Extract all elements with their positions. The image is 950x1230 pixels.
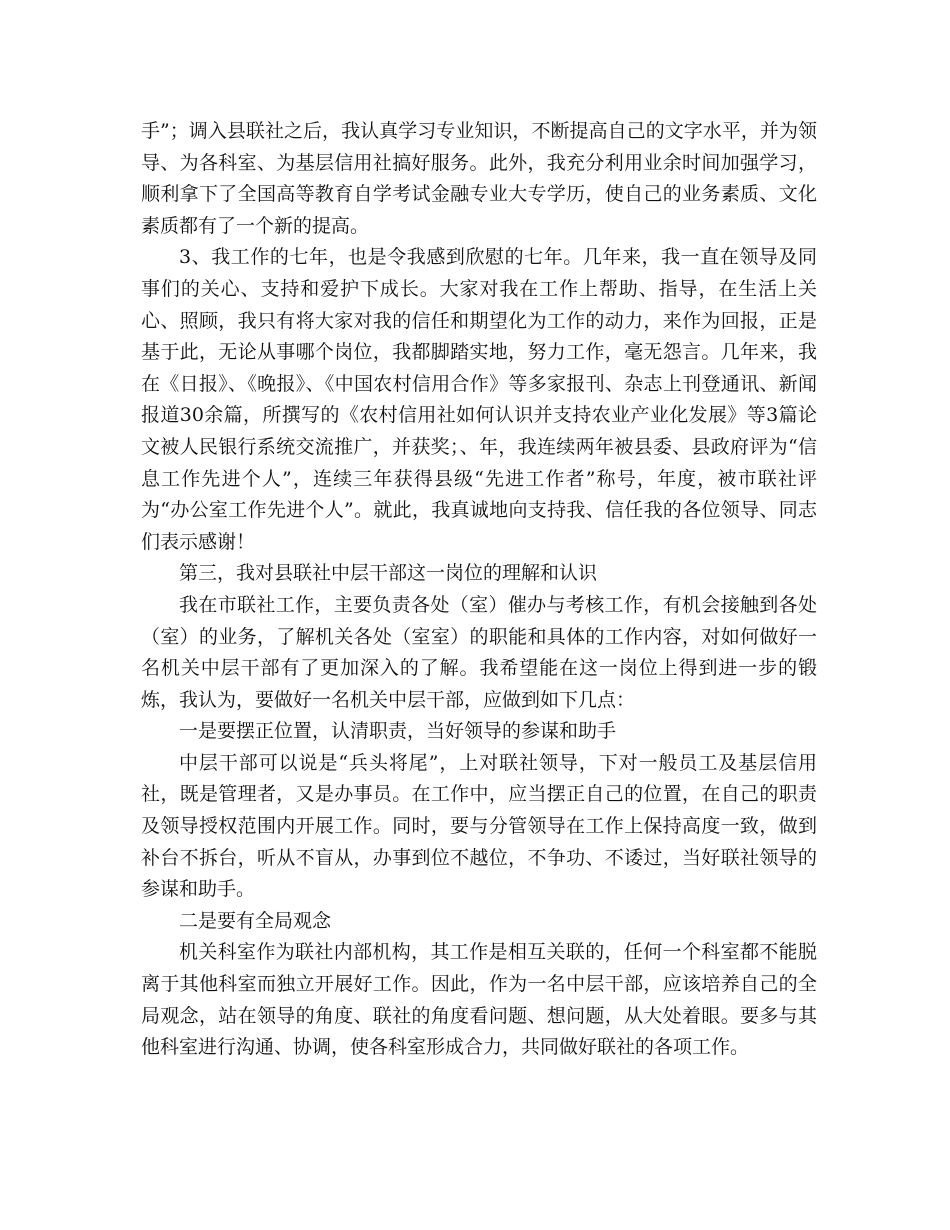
paragraph-middle-cadre: 中层干部可以说是“兵头将尾”，上对联社领导，下对一般员工及基层信用社，既是管理者，又是办事员。在工作中，应当摆正自己的位置，在自己的职责及领导授权范围内开展工作。同时，要与分管领导在工作上保持高度一致，做到补台不拆台，听从不盲从，办事到位不越位，不争功、不诿过，当好联社领导的参谋和助手。 [141, 751, 817, 901]
subheading-position: 一是要摆正位置，认清职责，当好领导的参谋和助手 [179, 720, 617, 743]
subheading-overall-view: 二是要有全局观念 [179, 909, 332, 932]
paragraph-point-3: 3、我工作的七年，也是令我感到欣慰的七年。几年来，我一直在领导及同事们的关心、支持和爱护下成长。大家对我在工作上帮助、指导，在生活上关心、照顾，我只有将大家对我的信任和期望化为工作的动力，来作为回报，正是基于此，无论从事哪个岗位，我都脚踏实地，努力工作，毫无怨言。几年来，我在《日报》、《晚报》、《中国农村信用合作》等多家报刊、杂志上刊登通讯、新闻报道30余篇，所撰写的《农村信用社如何认识并支持农业产业化发展》等3篇论文被人民银行系统交流推广，并获奖；、年，我连续两年被县委、县政府评为“信息工作先进个人”，连续三年获得县级“先进工作者”称号，年度，被市联社评为“办公室工作先进个人”。就此，我真诚地向支持我、信任我的各位领导、同志们表示感谢！ [141, 246, 817, 553]
section-heading-third: 第三，我对县联社中层干部这一岗位的理解和认识 [179, 562, 598, 585]
document-page [141, 116, 817, 1064]
paragraph-understanding: 我在市联社工作，主要负责各处（室）催办与考核工作，有机会接触到各处（室）的业务，了解机关各处（室室）的职能和具体的工作内容，对如何做好一名机关中层干部有了更加深入的了解。我希望能在这一岗位上得到进一步的锻炼，我认为，要做好一名机关中层干部，应做到如下几点： [141, 593, 817, 711]
paragraph-departments: 机关科室作为联社内部机构，其工作是相互关联的，任何一个科室都不能脱离于其他科室而独立开展好工作。因此，作为一名中层干部，应该培养自己的全局观念，站在领导的角度、联社的角度看问题、想问题，从大处着眼。要多与其他科室进行沟通、协调，使各科室形成合力，共同做好联社的各项工作。 [141, 941, 817, 1059]
paragraph-continuation: 手”；调入县联社之后，我认真学习专业知识，不断提高自己的文字水平，并为领导、为各科室、为基层信用社搞好服务。此外，我充分利用业余时间加强学习，顺利拿下了全国高等教育自学考试金融专业大专学历，使自己的业务素质、文化素质都有了一个新的提高。 [141, 120, 817, 237]
